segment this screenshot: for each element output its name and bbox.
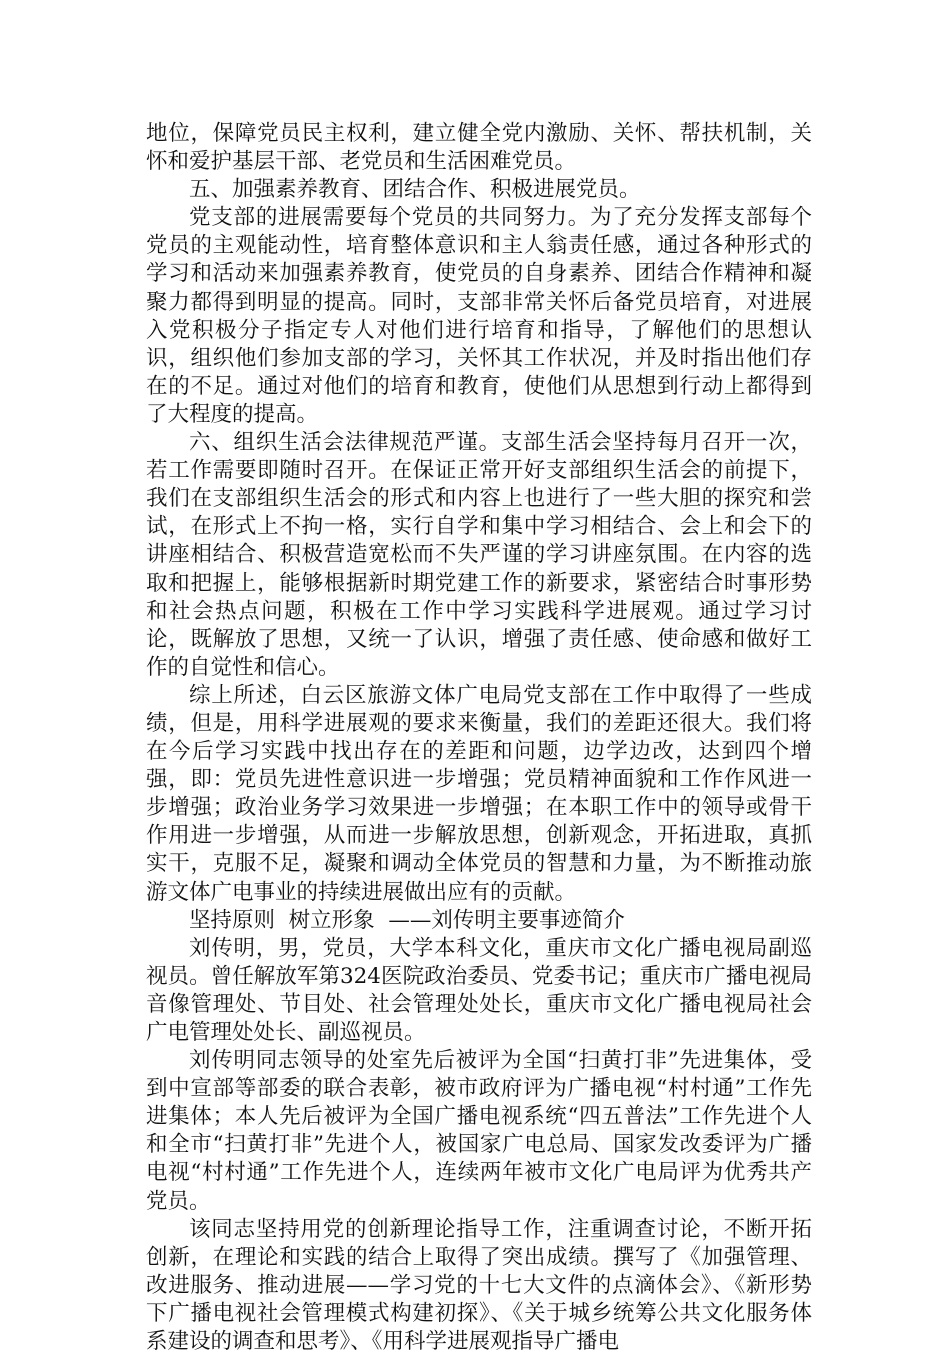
paragraph-9: 该同志坚持用党的创新理论指导工作，注重调查讨论，不断开拓创新，在理论和实践的结合上取得了突出成绩。撰写了《加强管理、改进服务、推动进展——学习党的十七大文件的点滴体会》、《新形势下广播电视社会管理模式构建初探》、《关于城乡统筹公共文化服务体系建设的调查和思考》、《用科学进展观指导广播电	[146, 1216, 812, 1355]
paragraph-2: 五、加强素养教育、团结合作、积极进展党员。	[189, 177, 641, 203]
paragraph-4: 六、组织生活会法律规范严谨。支部生活会坚持每月召开一次，若工作需要即随时召开。在保证正常开好支部组织生活会的前提下，我们在支部组织生活会的形式和内容上也进行了一些大胆的探究和尝试，在形式上不拘一格，实行自学和集中学习相结合、会上和会下的讲座相结合、积极营造宽松而不失严谨的学习讲座氛围。在内容的选取和把握上，能够根据新时期党建工作的新要求，紧密结合时事形势和社会热点问题，积极在工作中学习实践科学进展观。通过学习讨论，既解放了思想，又统一了认识，增强了责任感、使命感和做好工作的自觉性和信心。	[146, 430, 812, 680]
paragraph-3: 党支部的进展需要每个党员的共同努力。为了充分发挥支部每个党员的主观能动性，培育整体意识和主人翁责任感，通过各种形式的学习和活动来加强素养教育，使党员的自身素养、团结合作精神和凝聚力都得到明显的提高。同时，支部非常关怀后备党员培育，对进展入党积极分子指定专人对他们进行培育和指导，了解他们的思想认识，组织他们参加支部的学习，关怀其工作状况，并及时指出他们存在的不足。通过对他们的培育和教育，使他们从思想到行动上都得到了大程度的提高。	[146, 205, 812, 427]
section-title: 坚持原则 树立形象 ——刘传明主要事迹简介	[189, 907, 625, 933]
document-body	[146, 120, 812, 1356]
paragraph-7: 刘传明，男，党员，大学本科文化，重庆市文化广播电视局副巡视员。曾任解放军第324医院政治委员、党委书记；重庆市广播电视局音像管理处、节目处、社会管理处处长，重庆市文化广播电视局社会广电管理处处长、副巡视员。	[146, 935, 812, 1045]
paragraph-1: 地位，保障党员民主权利，建立健全党内激励、关怀、帮扶机制，关怀和爱护基层干部、老党员和生活困难党员。	[146, 121, 812, 175]
paragraph-5: 综上所述，白云区旅游文体广电局党支部在工作中取得了一些成绩，但是，用科学进展观的要求来衡量，我们的差距还很大。我们将在今后学习实践中找出存在的差距和问题，边学边改，达到四个增强，即：党员先进性意识进一步增强；党员精神面貌和工作作风进一步增强；政治业务学习效果进一步增强；在本职工作中的领导或骨干作用进一步增强，从而进一步解放思想，创新观念，开拓进取，真抓实干，克服不足，凝聚和调动全体党员的智慧和力量，为不断推动旅游文体广电事业的持续进展做出应有的贡献。	[146, 682, 812, 905]
paragraph-8: 刘传明同志领导的处室先后被评为全国“扫黄打非”先进集体，受到中宣部等部委的联合表彰，被市政府评为广播电视“村村通”工作先进集体；本人先后被评为全国广播电视系统“四五普法”工作先进个人和全市“扫黄打非”先进个人，被国家广电总局、国家发改委评为广播电视“村村通”工作先进个人，连续两年被市文化广电局评为优秀共产党员。	[146, 1048, 812, 1214]
